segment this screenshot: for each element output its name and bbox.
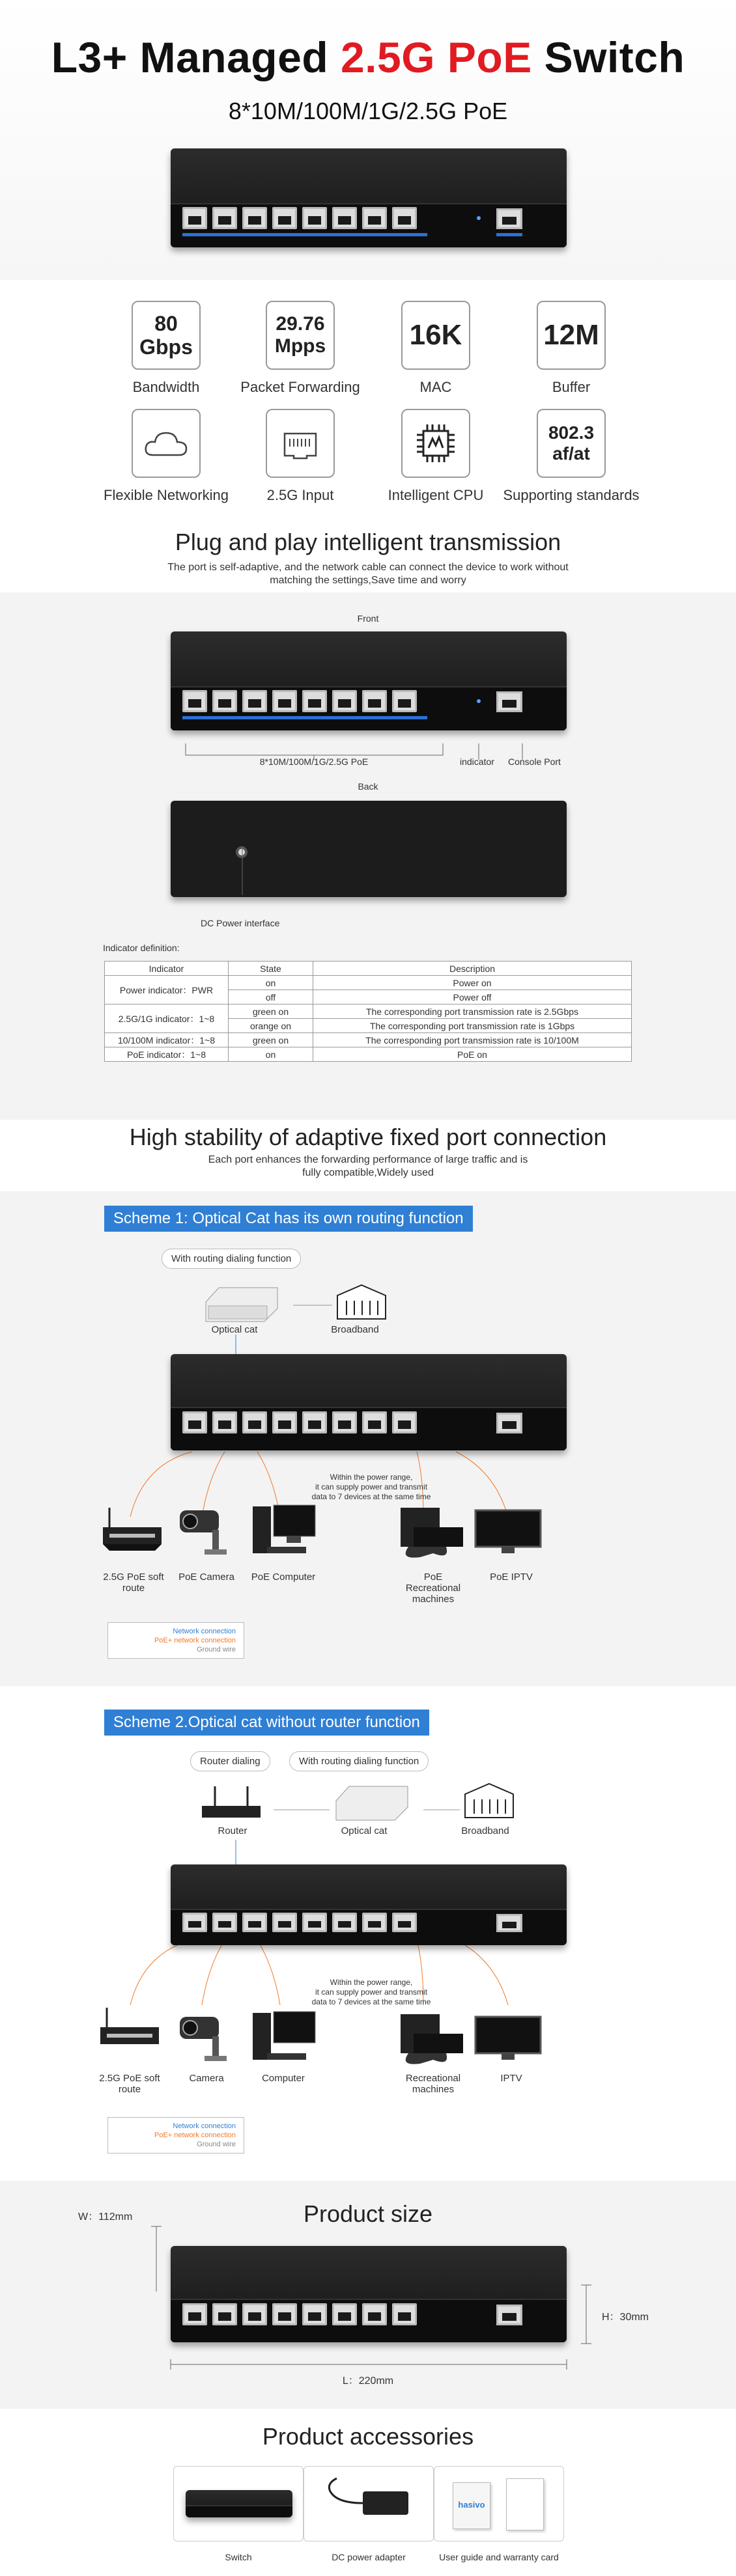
table-row [105, 1047, 632, 1062]
plug-title: Plug and play intelligent transmission [175, 529, 561, 555]
mac-icon: 16K [401, 301, 470, 370]
stability-desc-1: Each port enhances the forwarding performance of large traffic and is [208, 1154, 528, 1165]
port-icon [266, 409, 335, 478]
standards-icon [537, 409, 606, 478]
device-label: 2.5G PoE soft route [99, 2073, 160, 2095]
scheme2-pill-1: Router dialing [190, 1751, 270, 1771]
plug-desc-2: matching the settings,Save time and worry [270, 575, 466, 586]
feature-label: MAC [419, 379, 452, 395]
router-label: Router [218, 1825, 248, 1836]
device-label: 2.5G PoE soft route [103, 1572, 164, 1594]
table-cell: PoE on [313, 1047, 632, 1062]
dc-callout-line [240, 846, 253, 898]
indicator-definition-label: Indicator definition: [103, 943, 180, 953]
warranty-card-image [506, 2478, 544, 2530]
indicator-label: indicator [460, 756, 494, 767]
legend [107, 2117, 244, 2154]
tv-icon [473, 2014, 545, 2066]
table-cell: 2.5G/1G indicator：1~8 [105, 1004, 229, 1033]
game-console-icon [394, 2008, 472, 2066]
switch-image [171, 148, 567, 247]
scheme2-note: Within the power range, it can supply power and transmit data to 7 devices at the same time [311, 1978, 431, 2006]
device-label: PoE IPTV [490, 1572, 533, 1583]
accessory-label: User guide and warranty card [439, 2552, 559, 2562]
accessories-title: Product accessories [262, 2423, 474, 2450]
camera-icon [176, 1501, 234, 1560]
table-cell: off [229, 990, 313, 1004]
feature-label: Packet Forwarding [240, 379, 360, 395]
optical-cat-label: Optical cat [211, 1324, 258, 1335]
device-label: Camera [189, 2073, 224, 2084]
scheme1-switch [171, 1354, 567, 1450]
accessory-docs [434, 2466, 564, 2541]
table-cell: The corresponding port transmission rate is 1Gbps [313, 1019, 632, 1033]
plug-desc-1: The port is self-adaptive, and the network cable can connect the device to work without [167, 562, 569, 573]
legend-net: Network connection [173, 2122, 236, 2130]
computer-icon [248, 1501, 319, 1560]
table-cell: Power indicator：PWR [105, 976, 229, 1004]
table-cell: on [229, 976, 313, 990]
power-adapter-icon [311, 2472, 428, 2537]
scheme1-note: Within the power range, it can supply power and transmit data to 7 devices at the same time [311, 1473, 431, 1501]
device-label: PoE Recreational machines [405, 1572, 461, 1605]
page-title: L3+ Managed 2.5G PoE Switch [51, 33, 685, 81]
length-label: L：220mm [342, 2375, 394, 2387]
forwarding-icon: 29.76 Mpps [266, 301, 335, 370]
feature-label: Bandwidth [132, 379, 200, 395]
game-console-icon [394, 1501, 472, 1560]
indicator-table [104, 961, 632, 1062]
feature-label: 2.5G Input [266, 487, 334, 503]
table-header [105, 962, 632, 976]
table-cell: The corresponding port transmission rate is 2.5Gbps [313, 1004, 632, 1019]
broadband-label: Broadband [461, 1825, 509, 1836]
scheme2-tag: Scheme 2.Optical cat without router function [104, 1710, 429, 1736]
feature-label: Intelligent CPU [388, 487, 484, 503]
page-subtitle: 8*10M/100M/1G/2.5G PoE [228, 98, 508, 124]
table-header-cell: Indicator [105, 962, 229, 976]
standards-text: 802.3 af/at [548, 422, 595, 464]
soft-route-icon [96, 1508, 168, 1560]
hero-section [0, 0, 736, 280]
size-section [0, 2181, 736, 2409]
back-label: Back [358, 781, 378, 792]
computer-icon [248, 2008, 319, 2066]
user-guide-image: hasivo [453, 2482, 490, 2529]
feature-label: Flexible Networking [104, 487, 229, 503]
scheme2-switch [171, 1864, 567, 1945]
plug-section [0, 592, 736, 1120]
scheme2-pill-2: With routing dialing function [289, 1751, 429, 1771]
console-label: Console Port [508, 756, 561, 767]
device-label: PoE Camera [178, 1572, 234, 1583]
accessories-section [0, 2409, 736, 2576]
table-cell: 10/100M indicator：1~8 [105, 1033, 229, 1047]
device-label: Recreational machines [405, 2073, 461, 2095]
accessory-switch [173, 2466, 304, 2541]
cloud-icon [132, 409, 201, 478]
stability-title: High stability of adaptive fixed port connection [129, 1124, 607, 1150]
legend-ground: Ground wire [197, 2140, 236, 2148]
device-label: Computer [262, 2073, 305, 2084]
table-cell: on [229, 1047, 313, 1062]
feature-label: Supporting standards [503, 487, 640, 503]
buffer-icon: 12M [537, 301, 606, 370]
legend-ground: Ground wire [197, 1646, 236, 1654]
legend [107, 1622, 244, 1659]
legend-poe: PoE+ network connection [154, 2131, 236, 2139]
broadband-label: Broadband [331, 1324, 379, 1335]
soft-route-icon [94, 2008, 165, 2060]
features-section [0, 280, 736, 527]
device-label: IPTV [500, 2073, 522, 2084]
front-label: Front [357, 613, 379, 624]
accessory-label: Switch [225, 2552, 252, 2562]
stability-desc-2: fully compatible,Widely used [302, 1167, 434, 1178]
switch-front-image [171, 631, 567, 730]
table-cell: Power on [313, 976, 632, 990]
legend-net: Network connection [173, 1627, 236, 1635]
bandwidth-icon: 80 Gbps [132, 301, 201, 370]
ports-label: 8*10M/100M/1G/2.5G PoE [259, 756, 369, 767]
width-label: W：112mm [78, 2211, 133, 2223]
feature-label: Buffer [552, 379, 591, 395]
table-cell: green on [229, 1004, 313, 1019]
camera-icon [176, 2008, 234, 2066]
table-cell: The corresponding port transmission rate is 10/100M [313, 1033, 632, 1047]
dc-label: DC Power interface [201, 918, 280, 928]
table-cell: orange on [229, 1019, 313, 1033]
table-cell: Power off [313, 990, 632, 1004]
height-label: H：30mm [602, 2312, 649, 2323]
switch-back-image [171, 801, 567, 897]
optical-cat-label: Optical cat [341, 1825, 388, 1836]
scheme2-section [0, 1686, 736, 2181]
scheme1-pill: With routing dialing function [162, 1249, 301, 1269]
table-cell: PoE indicator：1~8 [105, 1047, 229, 1062]
legend-poe: PoE+ network connection [154, 1637, 236, 1644]
cpu-icon [401, 409, 470, 478]
mini-switch-image [186, 2490, 292, 2517]
table-row [105, 1033, 632, 1047]
scheme1-section [0, 1191, 736, 1686]
scheme1-tag: Scheme 1: Optical Cat has its own routing function [104, 1206, 473, 1232]
size-title: Product size [303, 2200, 433, 2227]
tv-icon [473, 1508, 545, 1560]
table-header-cell: Description [313, 962, 632, 976]
accessory-adapter [304, 2466, 434, 2541]
accessory-label: DC power adapter [332, 2552, 406, 2562]
table-header-cell: State [229, 962, 313, 976]
table-row [105, 976, 632, 990]
device-label: PoE Computer [251, 1572, 316, 1583]
table-cell: green on [229, 1033, 313, 1047]
table-row [105, 1004, 632, 1019]
